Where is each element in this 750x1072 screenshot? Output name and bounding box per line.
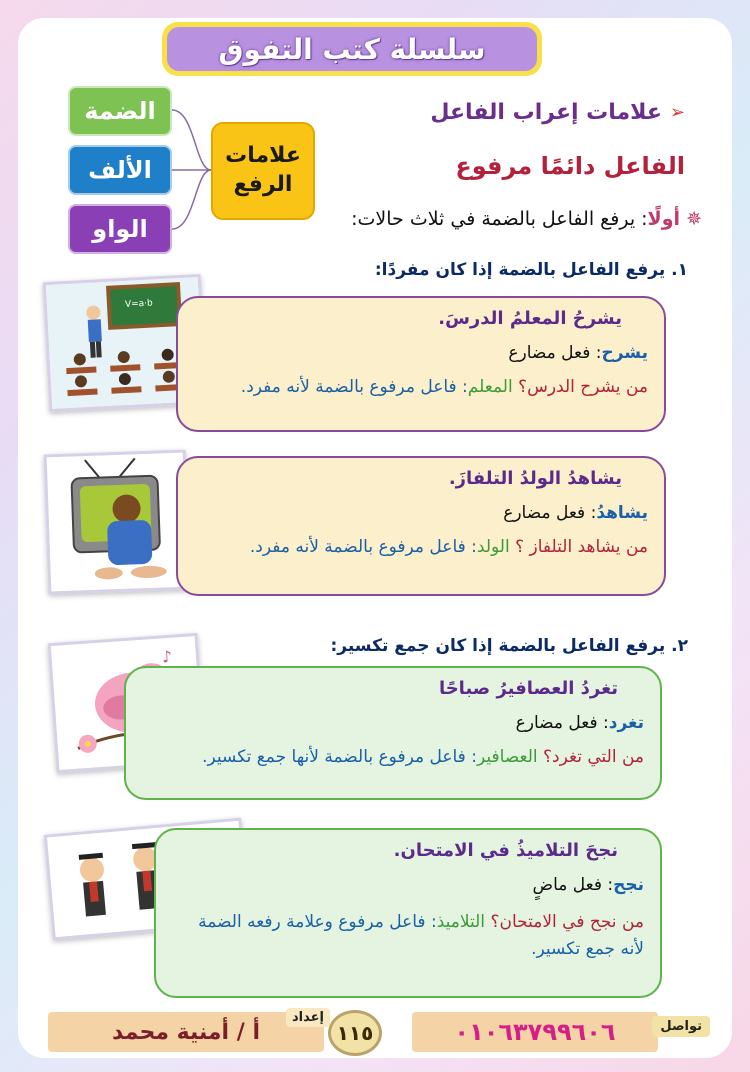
svg-text:V=a·b: V=a·b — [124, 298, 154, 310]
example-sentence: يشاهدُ الولدُ التلفازَ. — [448, 468, 622, 489]
question: من يشرح الدرس؟ — [518, 377, 648, 397]
verb-word: نجح — [613, 875, 644, 895]
answer: الولد — [476, 537, 516, 557]
example-sentence: نجحَ التلاميذُ في الامتحان. — [393, 840, 618, 861]
question: من التي تغرد؟ — [543, 747, 644, 767]
raf-marks-box: علامات الرفع — [211, 122, 315, 220]
explanation: : فاعل مرفوع بالضمة لأنها جمع تكسير. — [202, 747, 477, 767]
verb-line — [172, 875, 644, 895]
author-banner — [48, 1012, 324, 1052]
verb-line — [194, 343, 648, 363]
series-title: سلسلة كتب التفوق — [167, 27, 537, 71]
boy-tv-image — [44, 450, 191, 595]
answer: العصافير — [476, 747, 544, 767]
verb-type: : فعل مضارع — [508, 343, 602, 363]
mark-damma: الضمة — [68, 86, 172, 136]
verb-type: : فعل مضارع — [503, 503, 597, 523]
author-tag: إعداد — [286, 1008, 330, 1027]
contact-tag: تواصل — [652, 1016, 710, 1037]
analysis-line — [172, 909, 644, 963]
verb-line — [194, 503, 648, 523]
example-sentence: تغردُ العصافيرُ صباحًا — [438, 678, 618, 699]
verb-word: تغرد — [608, 713, 644, 733]
first-label: أولًا — [647, 208, 681, 230]
verb-line — [142, 713, 644, 733]
example-card-2 — [176, 456, 666, 596]
first-rule — [351, 208, 702, 230]
mark-alef: الألف — [68, 145, 172, 195]
example-card-4 — [154, 828, 662, 998]
first-text: : يرفع الفاعل بالضمة في ثلاث حالات: — [351, 208, 648, 230]
explanation: : فاعل مرفوع بالضمة لأنه مفرد. — [249, 537, 477, 557]
answer: التلاميذ — [436, 912, 491, 932]
verb-word: يشاهدُ — [596, 503, 648, 523]
explanation: : فاعل مرفوع بالضمة لأنه مفرد. — [240, 377, 468, 397]
author-name: أ / أمنية محمد — [112, 1019, 260, 1045]
svg-text:♪: ♪ — [161, 646, 173, 667]
star-icon: ✵ — [686, 208, 702, 230]
example-sentence: يشرحُ المعلمُ الدرسَ. — [438, 308, 622, 329]
verb-type: : فعل ماضٍ — [532, 875, 614, 895]
case-1-heading: ١. يرفع الفاعل بالضمة إذا كان مفردًا: — [374, 260, 688, 280]
example-card-1 — [176, 296, 666, 432]
explanation: : فاعل مرفوع وعلامة رفعه الضمة لأنه جمع تكسير. — [198, 912, 644, 960]
verb-word: يشرح — [601, 343, 648, 363]
arrow-icon: ➢ — [669, 102, 685, 123]
phone-number: ٠١٠٦٣٧٩٩٦٠٦ — [454, 1018, 616, 1046]
mark-waw: الواو — [68, 204, 172, 254]
analysis-line — [194, 377, 648, 397]
page-number: ١١٥ — [328, 1010, 382, 1056]
section-title-text: علامات إعراب الفاعل — [430, 100, 662, 125]
question: من نجح في الامتحان؟ — [490, 912, 644, 932]
example-card-3 — [124, 666, 662, 800]
verb-type: : فعل مضارع — [515, 713, 609, 733]
answer: المعلم — [467, 377, 519, 397]
section-title — [430, 100, 685, 125]
analysis-line — [142, 747, 644, 767]
analysis-line — [194, 537, 648, 557]
section-subtitle: الفاعل دائمًا مرفوع — [455, 152, 685, 180]
question: من يشاهد التلفاز ؟ — [515, 537, 648, 557]
contact-banner — [412, 1012, 702, 1052]
case-2-heading: ٢. يرفع الفاعل بالضمة إذا كان جمع تكسير: — [330, 636, 688, 656]
